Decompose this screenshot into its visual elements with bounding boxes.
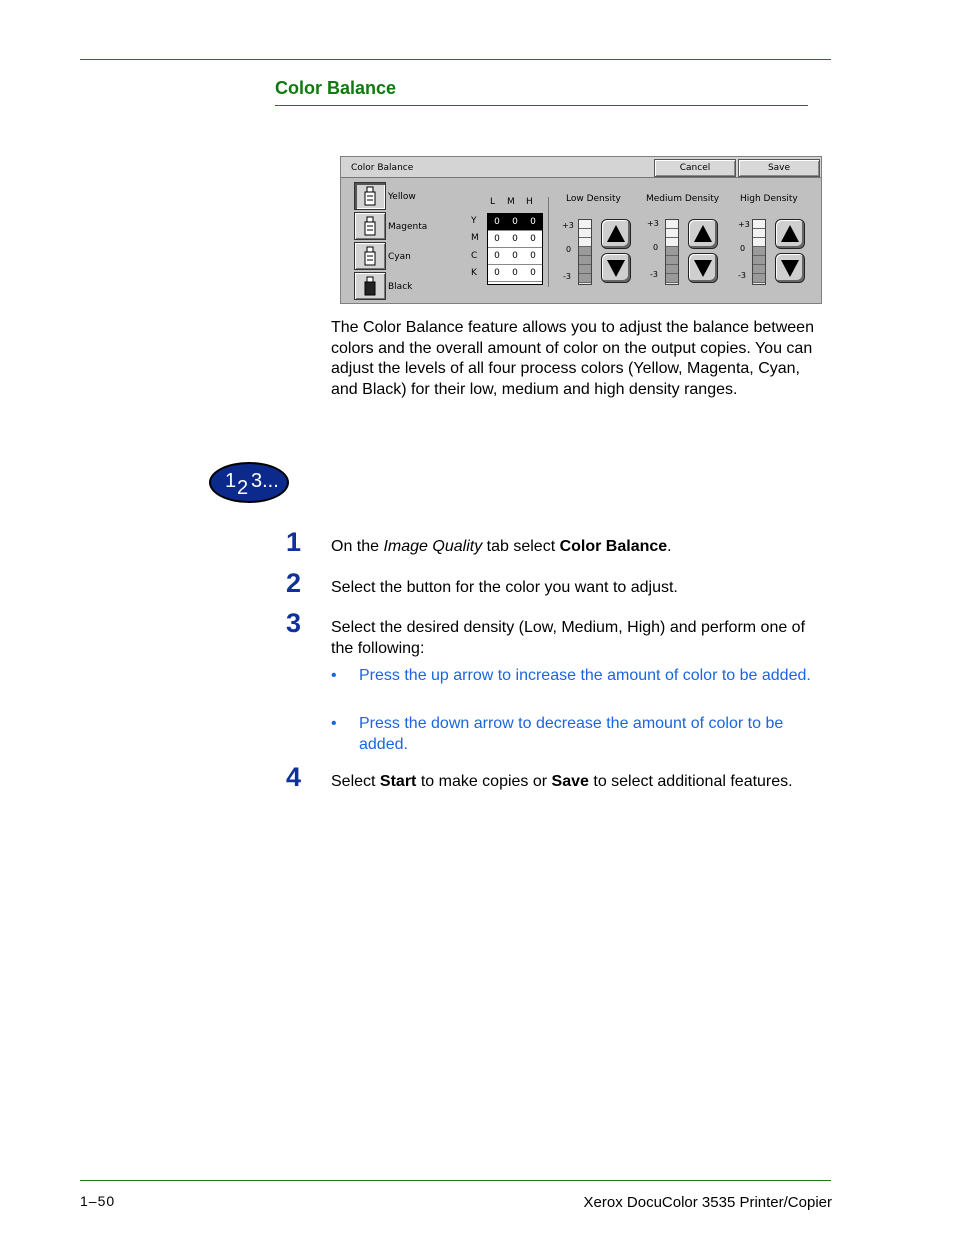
- medium-scale-min: -3: [650, 270, 658, 279]
- high-scale-zero: 0: [740, 244, 746, 253]
- grid-cell: 0: [524, 214, 542, 231]
- grid-cell: 0: [506, 248, 524, 265]
- toner-cartridge-icon: [363, 216, 377, 236]
- up-arrow-icon: [779, 223, 801, 245]
- high-scale-max: +3: [738, 220, 750, 229]
- section-title: Color Balance: [275, 78, 397, 98]
- step-3-text: Select the desired density (Low, Medium, High) and perform one of the following:: [331, 619, 806, 657]
- screen-title-bar: [341, 157, 821, 178]
- section-title-underline: [275, 105, 808, 106]
- grid-cell: 0: [524, 248, 542, 265]
- color-button-cyan[interactable]: [354, 242, 386, 270]
- low-scale-max: +3: [562, 221, 574, 230]
- step-1-post: .: [667, 538, 672, 555]
- step-number: 4: [286, 762, 302, 792]
- step-4-mid: to make copies or: [416, 773, 552, 790]
- product-name: Xerox DocuColor 3535 Printer/Copier: [583, 1194, 832, 1211]
- top-rule: [80, 59, 831, 60]
- page-number: 1–50: [80, 1193, 116, 1209]
- row-label-black: K: [471, 268, 477, 278]
- procedure-icon: [209, 462, 289, 503]
- down-arrow-icon: [692, 257, 714, 279]
- bullet-text: Press the up arrow to increase the amount of color to be added.: [359, 667, 811, 684]
- description-paragraph: The Color Balance feature allows you to adjust the balance between colors and the overall amount of color on the output copies. You can adjust the levels of all four process colors (Yellow, Magenta, Cyan, and Black) for their low, medium and high density ranges.: [331, 319, 814, 398]
- step-1-pre: On the: [331, 538, 384, 555]
- grid-header-medium: M: [507, 197, 515, 207]
- high-density-up-button[interactable]: [775, 219, 805, 249]
- up-arrow-icon: [605, 223, 627, 245]
- low-density-up-button[interactable]: [601, 219, 631, 249]
- screen-title: Color Balance: [351, 163, 414, 173]
- medium-density-down-button[interactable]: [688, 253, 718, 283]
- step-4-save: Save: [551, 773, 589, 790]
- bullet-dot: •: [331, 667, 337, 684]
- low-scale-zero: 0: [566, 245, 572, 254]
- step-1-tab-name: Image Quality: [383, 538, 483, 555]
- cancel-button[interactable]: Cancel: [654, 159, 736, 177]
- medium-scale-max: +3: [647, 219, 659, 228]
- step-2-text: Select the button for the color you want to adjust.: [331, 579, 678, 596]
- low-density-scale: [578, 219, 592, 285]
- step-4-text: [331, 772, 831, 793]
- step-1-text: [331, 537, 831, 558]
- color-label-black: Black: [388, 282, 413, 292]
- down-arrow-icon: [779, 257, 801, 279]
- badge-digit-3: 3...: [251, 470, 279, 492]
- bullet-text: Press the down arrow to decrease the amount of color to be added.: [359, 715, 784, 753]
- step-4-pre: Select: [331, 773, 380, 790]
- row-label-yellow: Y: [471, 216, 477, 226]
- step-1-feature: Color Balance: [559, 538, 668, 555]
- toner-cartridge-icon: [363, 276, 377, 296]
- high-density-title: High Density: [740, 194, 798, 204]
- low-density-down-button[interactable]: [601, 253, 631, 283]
- medium-density-title: Medium Density: [646, 194, 720, 204]
- save-button[interactable]: Save: [738, 159, 820, 177]
- up-arrow-icon: [692, 223, 714, 245]
- step-4-start: Start: [379, 773, 417, 790]
- color-balance-screen: [340, 156, 822, 304]
- color-button-yellow[interactable]: [354, 182, 386, 210]
- grid-header-low: L: [490, 197, 496, 207]
- bullet-dot: •: [331, 715, 337, 732]
- badge-digit-2: 2: [237, 477, 249, 499]
- color-label-yellow: Yellow: [388, 192, 416, 202]
- medium-scale-zero: 0: [653, 243, 659, 252]
- step-number: 2: [286, 568, 302, 598]
- high-density-down-button[interactable]: [775, 253, 805, 283]
- divider: [548, 197, 549, 287]
- grid-cell: 0: [488, 265, 506, 282]
- toner-cartridge-icon: [363, 186, 377, 206]
- low-density-title: Low Density: [566, 194, 621, 204]
- grid-cell: 0: [506, 231, 524, 248]
- step-1-mid: tab select: [482, 538, 560, 555]
- color-button-magenta[interactable]: [354, 212, 386, 240]
- grid-cell: 0: [506, 265, 524, 282]
- low-scale-min: -3: [563, 272, 571, 281]
- grid-cell: 0: [506, 214, 524, 231]
- balance-grid: [487, 213, 543, 285]
- toner-cartridge-icon: [363, 246, 377, 266]
- grid-cell: 0: [524, 265, 542, 282]
- grid-cell: 0: [488, 231, 506, 248]
- high-density-scale: [752, 219, 766, 285]
- footer-rule: [80, 1180, 831, 1181]
- step-number: 1: [286, 527, 302, 557]
- step-4-post: to select additional features.: [588, 773, 793, 790]
- color-label-cyan: Cyan: [388, 252, 411, 262]
- grid-cell: 0: [488, 214, 506, 231]
- row-label-cyan: C: [471, 251, 478, 261]
- color-button-black[interactable]: [354, 272, 386, 300]
- high-scale-min: -3: [738, 271, 746, 280]
- row-label-magenta: M: [471, 233, 479, 243]
- medium-density-up-button[interactable]: [688, 219, 718, 249]
- grid-cell: 0: [488, 248, 506, 265]
- badge-digit-1: 1: [225, 470, 237, 492]
- grid-cell: 0: [524, 231, 542, 248]
- medium-density-scale: [665, 219, 679, 285]
- down-arrow-icon: [605, 257, 627, 279]
- step-number: 3: [286, 608, 302, 638]
- grid-header-high: H: [526, 197, 533, 207]
- color-label-magenta: Magenta: [388, 222, 428, 232]
